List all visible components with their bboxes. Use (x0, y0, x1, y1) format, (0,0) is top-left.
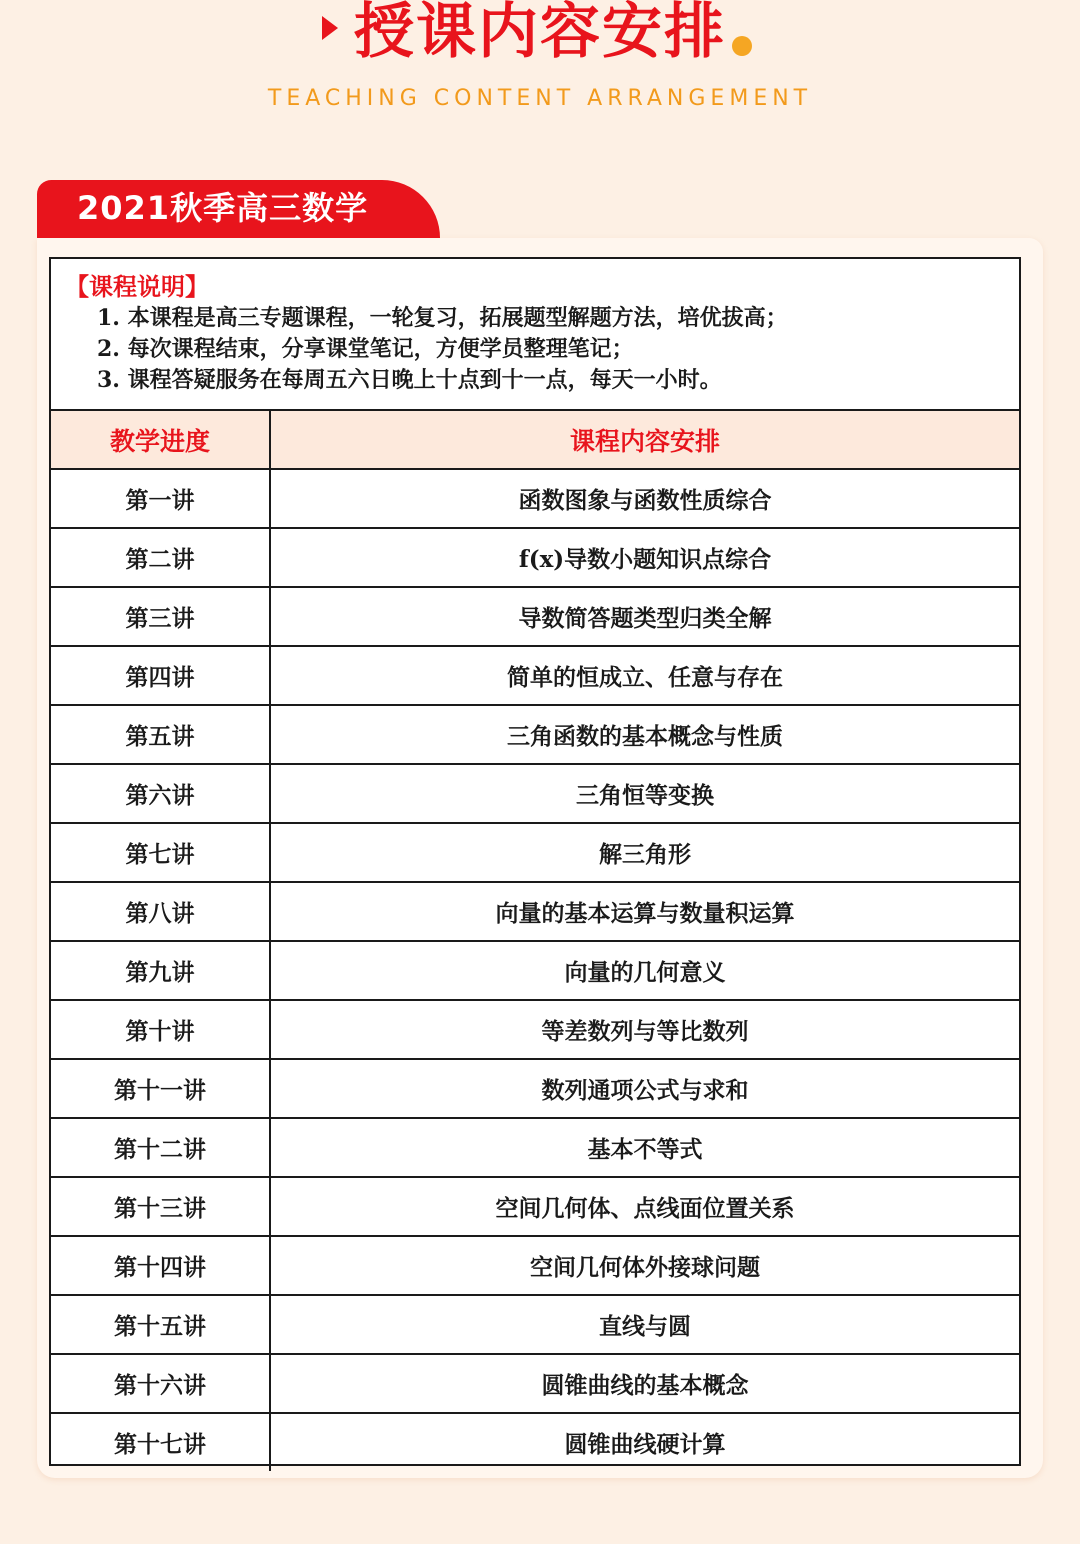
table-row (51, 1177, 1019, 1236)
lecture-cell: 第十讲 (51, 1000, 270, 1059)
course-description-line-1: 1. 本课程是高三专题课程，一轮复习，拓展题型解题方法，培优拔高； (97, 305, 788, 331)
content-cell: 三角恒等变换 (270, 764, 1019, 823)
lecture-cell: 第二讲 (51, 528, 270, 587)
table-row (51, 1354, 1019, 1413)
lecture-cell: 第十四讲 (51, 1236, 270, 1295)
table-row (51, 1295, 1019, 1354)
content-cell: 导数简答题类型归类全解 (270, 587, 1019, 646)
lecture-cell: 第一讲 (51, 469, 270, 528)
lecture-cell: 第三讲 (51, 587, 270, 646)
lecture-cell: 第五讲 (51, 705, 270, 764)
course-description-line-3: 3. 课程答疑服务在每周五六日晚上十点到十一点，每天一小时。 (97, 367, 722, 393)
content-cell: 空间几何体外接球问题 (270, 1236, 1019, 1295)
lecture-cell: 第六讲 (51, 764, 270, 823)
table-row (51, 705, 1019, 764)
content-cell: 函数图象与函数性质综合 (270, 469, 1019, 528)
content-cell: 向量的基本运算与数量积运算 (270, 882, 1019, 941)
table-row (51, 469, 1019, 528)
table-row (51, 1059, 1019, 1118)
content-cell: 圆锥曲线硬计算 (564, 1431, 726, 1458)
table-row (51, 528, 1019, 587)
lecture-cell: 第十七讲 (51, 1413, 270, 1471)
content-cell: 等差数列与等比数列 (270, 1000, 1019, 1059)
content-cell: 数列通项公式与求和 (270, 1059, 1019, 1118)
table-row (51, 1236, 1019, 1295)
lecture-cell: 第七讲 (51, 823, 270, 882)
page-header (0, 0, 1080, 130)
page-subtitle: TEACHING CONTENT ARRANGEMENT (267, 86, 813, 111)
course-tab-label: 2021秋季高三数学 (77, 189, 369, 227)
lecture-cell: 第十一讲 (51, 1059, 270, 1118)
table-row (51, 823, 1019, 882)
lecture-cell: 第十五讲 (51, 1295, 270, 1354)
lecture-cell: 第四讲 (51, 646, 270, 705)
content-cell: 圆锥曲线的基本概念 (270, 1354, 1019, 1413)
lecture-cell: 第八讲 (51, 882, 270, 941)
schedule-table (51, 411, 1019, 1471)
course-description-line-2: 2. 每次课程结束，分享课堂笔记，方便学员整理笔记； (97, 336, 634, 362)
lecture-cell: 第十三讲 (51, 1177, 270, 1236)
table-row (51, 941, 1019, 1000)
table-row (51, 646, 1019, 705)
header-progress: 教学进度 (51, 411, 270, 469)
table-header-row (51, 411, 1019, 469)
content-cell: f(x)导数小题知识点综合 (270, 528, 1019, 587)
content-cell: 简单的恒成立、任意与存在 (270, 646, 1019, 705)
table-row (51, 1413, 1019, 1471)
content-cell: 基本不等式 (270, 1118, 1019, 1177)
triangle-bullet-icon (322, 16, 338, 40)
lecture-cell: 第十六讲 (51, 1354, 270, 1413)
course-description-heading: 【课程说明】 (65, 272, 209, 301)
course-description (51, 259, 1019, 411)
table-row (51, 882, 1019, 941)
page-title-text: 授课内容安排 (354, 0, 726, 67)
table-row (51, 587, 1019, 646)
schedule-table-box (49, 257, 1021, 1466)
content-cell: 解三角形 (270, 823, 1019, 882)
content-cell: 向量的几何意义 (270, 941, 1019, 1000)
content-cell: 直线与圆 (270, 1295, 1019, 1354)
course-tab (37, 180, 440, 238)
header-content: 课程内容安排 (270, 411, 1019, 469)
page-title (322, 0, 758, 67)
table-row (51, 1000, 1019, 1059)
content-cell: 空间几何体、点线面位置关系 (270, 1177, 1019, 1236)
orange-dot-icon (732, 36, 752, 56)
content-cell: 三角函数的基本概念与性质 (270, 705, 1019, 764)
table-row (51, 764, 1019, 823)
lecture-cell: 第九讲 (51, 941, 270, 1000)
table-row (51, 1118, 1019, 1177)
lecture-cell: 第十二讲 (51, 1118, 270, 1177)
